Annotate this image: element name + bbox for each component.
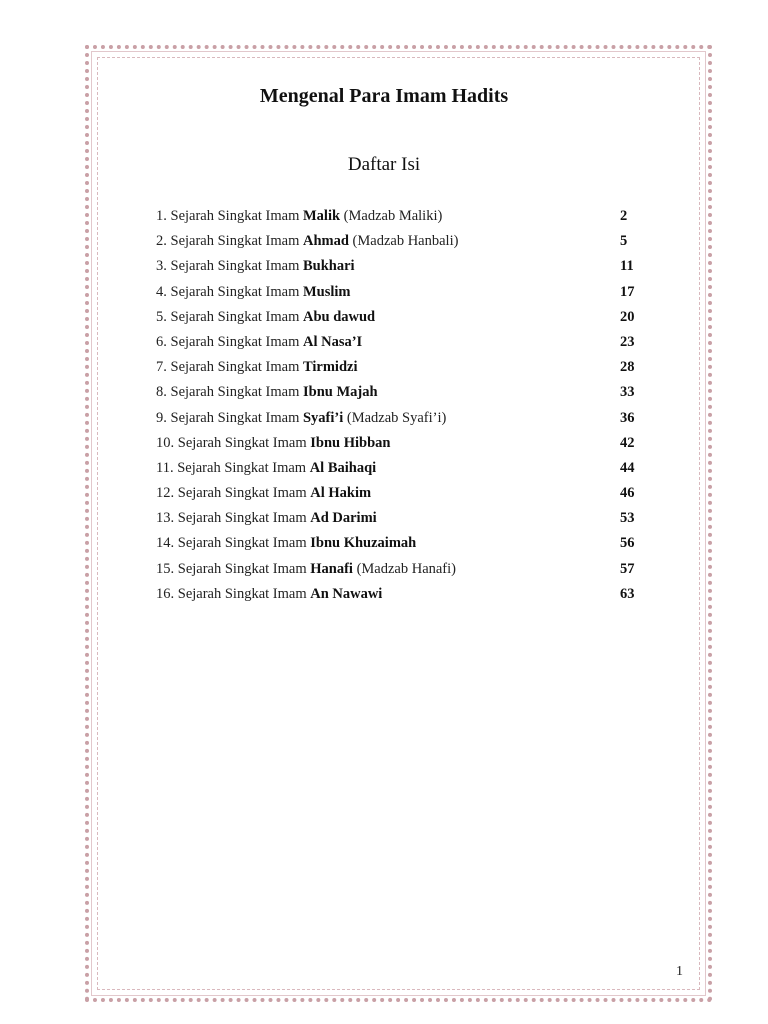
toc-entry[interactable]	[156, 255, 646, 280]
toc-entry-page-number: 44	[620, 459, 635, 476]
toc-entry-title	[156, 309, 375, 325]
toc-entry-prefix: 5. Sejarah Singkat Imam	[156, 308, 303, 325]
page-number: 1	[676, 964, 683, 979]
toc-entry-prefix: 9. Sejarah Singkat Imam	[156, 409, 303, 426]
toc-entry-page-number: 28	[620, 359, 635, 376]
toc-entry-imam-name: Ibnu Khuzaimah	[310, 535, 417, 552]
toc-entry-title	[156, 384, 378, 400]
toc-entry-prefix: 6. Sejarah Singkat Imam	[156, 333, 303, 350]
toc-entry[interactable]	[156, 432, 646, 457]
toc-entry[interactable]	[156, 281, 646, 306]
toc-entry-page-number: 56	[620, 535, 635, 552]
toc-entry-page-number: 23	[620, 333, 635, 350]
toc-entry[interactable]	[156, 306, 646, 331]
toc-entry-page-number: 63	[620, 585, 635, 602]
toc-entry[interactable]	[156, 482, 646, 507]
toc-entry-prefix: 4. Sejarah Singkat Imam	[156, 283, 303, 300]
toc-entry-imam-name: Malik	[302, 208, 341, 224]
toc-entry-imam-name: Muslim	[302, 283, 351, 300]
toc-entry-page-number: 57	[620, 560, 635, 577]
toc-entry-imam-name: Bukhari	[302, 258, 355, 275]
toc-entry[interactable]	[156, 331, 646, 356]
toc-entry[interactable]	[156, 381, 646, 406]
toc-entry-prefix: 7. Sejarah Singkat Imam	[156, 359, 303, 376]
toc-entry-title	[156, 284, 351, 300]
toc-entry-imam-name: Ahmad	[302, 233, 349, 250]
table-of-contents	[156, 205, 646, 608]
toc-entry[interactable]	[156, 356, 646, 381]
toc-entry-imam-name: An Nawawi	[310, 585, 383, 602]
toc-entry-prefix: 2. Sejarah Singkat Imam	[156, 233, 303, 250]
toc-entry-title	[156, 510, 377, 526]
toc-entry-imam-name: Ad Darimi	[310, 510, 377, 527]
toc-entry[interactable]	[156, 407, 646, 432]
toc-entry-suffix: (Madzab Hanbali)	[348, 233, 459, 250]
toc-entry[interactable]	[156, 230, 646, 255]
toc-entry-title	[156, 561, 456, 577]
toc-entry-imam-name: Abu dawud	[302, 308, 376, 325]
toc-entry-suffix: (Madzab Maliki)	[340, 208, 443, 224]
toc-entry-title	[156, 208, 442, 224]
toc-entry-page-number: 2	[620, 208, 628, 224]
toc-entry-page-number: 36	[620, 409, 635, 426]
toc-entry-imam-name: Al Baihaqi	[309, 459, 377, 476]
toc-entry-title	[156, 233, 458, 249]
toc-entry-suffix: (Madzab Syafi’i)	[343, 409, 447, 426]
toc-entry-title	[156, 435, 390, 451]
toc-entry-page-number: 42	[620, 434, 635, 451]
toc-entry-title	[156, 485, 371, 501]
toc-entry-imam-name: Ibnu Majah	[302, 384, 378, 401]
toc-heading: Daftar Isi	[347, 154, 421, 175]
toc-entry-suffix: (Madzab Hanafi)	[352, 560, 456, 577]
toc-entry-prefix: 13. Sejarah Singkat Imam	[156, 510, 311, 527]
toc-entry-imam-name: Al Hakim	[310, 485, 372, 502]
toc-entry-title	[156, 460, 376, 476]
toc-entry-title	[156, 258, 355, 274]
toc-entry-prefix: 11. Sejarah Singkat Imam	[156, 459, 310, 476]
toc-entry-page-number: 46	[620, 485, 635, 502]
toc-entry-prefix: 10. Sejarah Singkat Imam	[156, 434, 311, 451]
toc-entry-title	[156, 535, 416, 551]
toc-entry-imam-name: Syafi’i	[302, 409, 344, 426]
toc-entry[interactable]	[156, 583, 646, 608]
toc-entry-imam-name: Hanafi	[310, 560, 353, 577]
toc-entry[interactable]	[156, 532, 646, 557]
toc-entry-page-number: 5	[620, 233, 628, 250]
toc-entry-imam-name: Ibnu Hibban	[310, 434, 391, 451]
toc-entry[interactable]	[156, 507, 646, 532]
toc-entry-page-number: 11	[620, 258, 634, 275]
toc-entry-title	[156, 334, 362, 350]
toc-entry-prefix: 15. Sejarah Singkat Imam	[156, 560, 311, 577]
toc-entry-imam-name: Al Nasa’I	[302, 333, 363, 350]
toc-entry-page-number: 20	[620, 308, 635, 325]
toc-entry-prefix: 8. Sejarah Singkat Imam	[156, 384, 303, 401]
toc-entry-prefix: 1. Sejarah Singkat Imam	[156, 208, 303, 224]
toc-entry-page-number: 33	[620, 384, 635, 401]
toc-entry-prefix: 3. Sejarah Singkat Imam	[156, 258, 303, 275]
toc-entry-page-number: 53	[620, 510, 635, 527]
toc-entry-prefix: 14. Sejarah Singkat Imam	[156, 535, 311, 552]
toc-entry[interactable]	[156, 558, 646, 583]
toc-entry[interactable]	[156, 205, 646, 230]
toc-entry-title	[156, 359, 358, 375]
toc-entry-prefix: 16. Sejarah Singkat Imam	[156, 585, 311, 602]
document-title: Mengenal Para Imam Hadits	[259, 85, 509, 107]
toc-entry-page-number: 17	[620, 283, 635, 300]
toc-entry[interactable]	[156, 457, 646, 482]
toc-entry-title	[156, 410, 446, 426]
toc-entry-imam-name: Tirmidzi	[302, 359, 358, 376]
toc-entry-prefix: 12. Sejarah Singkat Imam	[156, 485, 311, 502]
toc-entry-title	[156, 586, 382, 602]
